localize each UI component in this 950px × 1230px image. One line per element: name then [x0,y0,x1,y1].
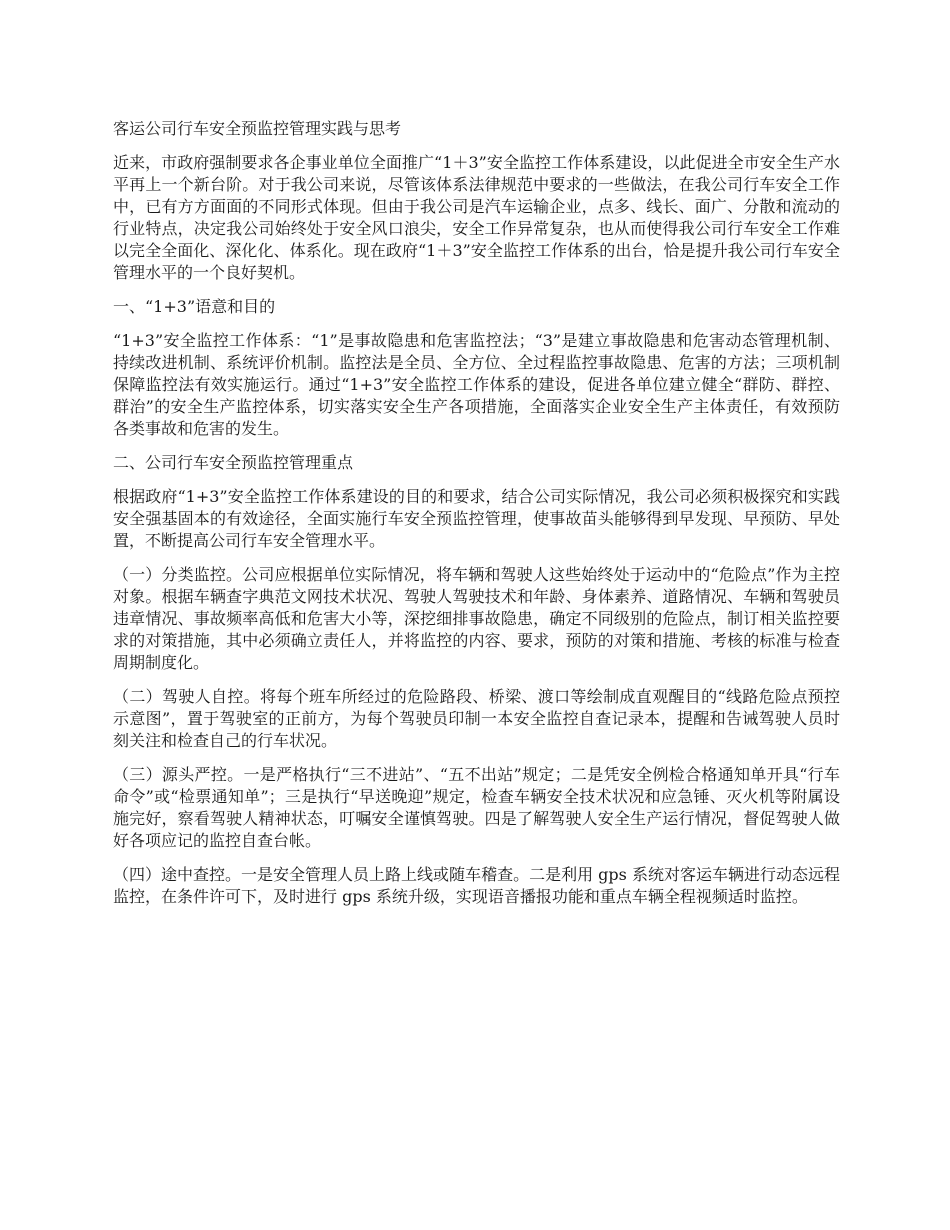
document-title: 客运公司行车安全预监控管理实践与思考 [113,119,402,138]
section2-heading: 二、公司行车安全预监控管理重点 [113,453,354,472]
classification-monitoring-paragraph: （一）分类监控。公司应根据单位实际情况，将车辆和驾驶人这些始终处于运动中的“危险点”作为主控对象。根据车辆查字典范文网技术状况、驾驶人驾驶技术和年龄、身体素养、道路情况、车辆和驾驶员违章情况、事故频率高低和危害大小等，深挖细排事故隐患，确定不同级别的危险点，制订相关监控要求的对策措施，其中必须确立责任人，并将监控的内容、要求，预防的对策和措施、考核的标准与检查周期制度化。 [113,565,840,672]
en-route-control-paragraph: （四）途中查控。一是安全管理人员上路上线或随车稽查。二是利用 gps 系统对客运车辆进行动态远程监控，在条件许可下，及时进行 gps 系统升级，实现语音播报功能和重点车辆全程视频适时监控。 [113,865,840,906]
section2-paragraph: 根据政府“1+3”安全监控工作体系建设的目的和要求，结合公司实际情况，我公司必须积极探究和实践安全强基固本的有效途径，全面实施行车安全预监控管理，使事故苗头能够得到早发现、早预防、早处置，不断提高公司行车安全管理水平。 [113,487,840,550]
source-control-paragraph: （三）源头严控。一是严格执行“三不进站”、“五不出站”规定；二是凭安全例检合格通知单开具“行车命令”或“检票通知单”；三是执行“早送晚迎”规定，检查车辆安全技术状况和应急锤、灭火机等附属设施完好，察看驾驶人精神状态，叮嘱安全谨慎驾驶。四是了解驾驶人安全生产运行情况，督促驾驶人做好各项应记的监控自查台帐。 [113,765,840,850]
section1-paragraph: “1+3”安全监控工作体系：“1”是事故隐患和危害监控法；“3”是建立事故隐患和危害动态管理机制、持续改进机制、系统评价机制。监控法是全员、全方位、全过程监控事故隐患、危害的方法；三项机制保障监控法有效实施运行。通过“1+3”安全监控工作体系的建设，促进各单位建立健全“群防、群控、群治”的安全生产监控体系，切实落实安全生产各项措施，全面落实企业安全生产主体责任，有效预防各类事故和危害的发生。 [113,331,840,438]
document-page [113,118,840,920]
driver-self-control-paragraph: （二）驾驶人自控。将每个班车所经过的危险路段、桥梁、渡口等绘制成直观醒目的“线路危险点预控示意图”，置于驾驶室的正前方，为每个驾驶员印制一本安全监控自查记录本，提醒和告诫驾驶人员时刻关注和检查自己的行车状况。 [113,687,840,750]
section1-heading: 一、“1+3”语意和目的 [113,297,276,316]
intro-paragraph: 近来，市政府强制要求各企事业单位全面推广“1＋3”安全监控工作体系建设，以此促进全市安全生产水平再上一个新台阶。对于我公司来说，尽管该体系法律规范中要求的一些做法，在我公司行车安全工作中，已有方方面面的不同形式体现。但由于我公司是汽车运输企业，点多、线长、面广、分散和流动的行业特点，决定我公司始终处于安全风口浪尖，安全工作异常复杂，也从而使得我公司行车安全工作难以完全全面化、深化化、体系化。现在政府“1＋3”安全监控工作体系的出台，恰是提升我公司行车安全管理水平的一个良好契机。 [113,153,840,282]
